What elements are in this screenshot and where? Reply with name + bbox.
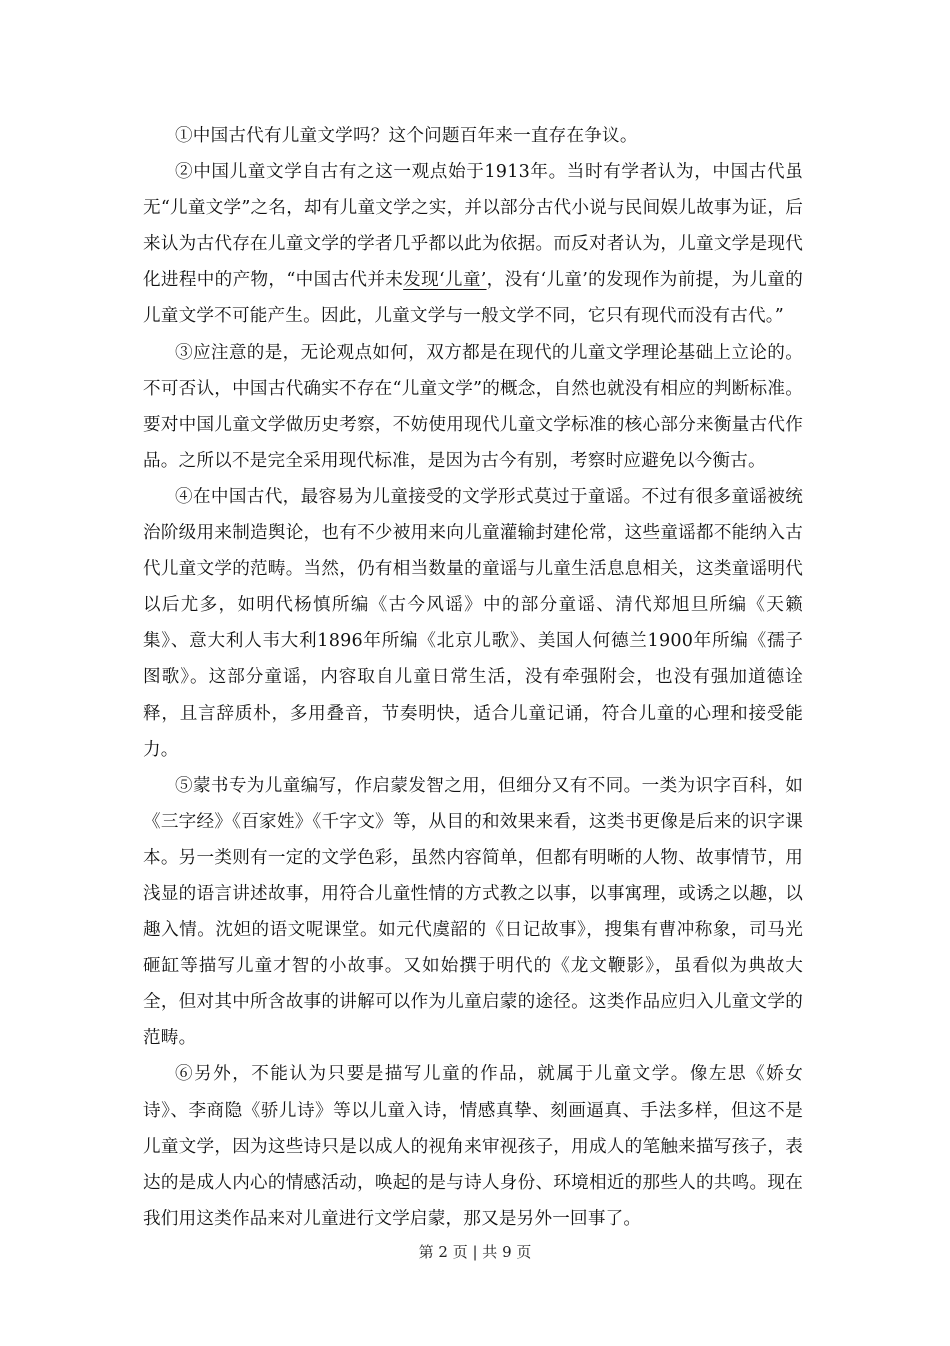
paragraph-2-text-end: ，没有‘儿童’的发现作为前提，为儿童的儿童文学不可能产生。因此，儿童文学与一般文学不同，它只有现代而没有古代。” bbox=[143, 270, 803, 327]
article-body bbox=[143, 118, 803, 1237]
paragraph-3: ③应注意的是，无论观点如何，双方都是在现代的儿童文学理论基础上立论的。不可否认，中国古代确实不存在“儿童文学”的概念，自然也就没有相应的判断标准。要对中国儿童文学做历史考察，不妨使用现代儿童文学标准的核心部分来衡量古代作品。之所以不是完全采用现代标准，是因为古今有别，考察时应避免以今衡古。 bbox=[143, 342, 803, 471]
paragraph-1: ①中国古代有儿童文学吗？这个问题百年来一直存在争议。 bbox=[175, 126, 638, 146]
paragraph-5: ⑤蒙书专为儿童编写，作启蒙发智之用，但细分又有不同。一类为识字百科，如《三字经》《百家姓》《千字文》等，从目的和效果来看，这类书更像是后来的识字课本。另一类则有一定的文学色彩，虽然内容简单，但都有明晰的人物、故事情节，用浅显的语言讲述故事，用符合儿童性情的方式教之以事，以事寓理，或诱之以趣，以趣入情。沈妲的语文呢课堂。如元代虞韶的《日记故事》，搜集有曹冲称象，司马光砸缸等描写儿童才智的小故事。又如始撰于明代的《龙文鞭影》，虽看似为典故大全，但对其中所含故事的讲解可以作为儿童启蒙的途径。这类作品应归入儿童文学的范畴。 bbox=[143, 775, 803, 1049]
paragraph-6: ⑥另外，不能认为只要是描写儿童的作品，就属于儿童文学。像左思《娇女诗》、李商隐《骄儿诗》等以儿童入诗，情感真挚、刻画逼真、手法多样，但这不是儿童文学，因为这些诗只是以成人的视角来审视孩子，用成人的笔触来描写孩子，表达的是成人内心的情感活动，唤起的是与诗人身份、环境相近的那些人的共鸣。现在我们用这类作品来对儿童进行文学启蒙，那又是另外一回事了。 bbox=[143, 1064, 803, 1229]
paragraph-2-text-start: ②中国儿童文学自古有之这一观点始于1913年。当时有学者认为，中国古代虽无“儿童文学”之名，却有儿童文学之实，并以部分古代小说与民间娱儿故事为证，后来认为古代存在儿童文学的学者几乎都以此为依据。而反对者认为，儿童文学是现代化进程中的产物，“中国古代并未 bbox=[143, 162, 803, 291]
paragraph-2 bbox=[143, 154, 803, 334]
paragraph-4: ④在中国古代，最容易为儿童接受的文学形式莫过于童谣。不过有很多童谣被统治阶级用来制造舆论，也有不少被用来向儿童灌输封建伦常，这些童谣都不能纳入古代儿童文学的范畴。当然，仍有相当数量的童谣与儿童生活息息相关，这类童谣明代以后尤多，如明代杨慎所编《古今风谣》中的部分童谣、清代郑旭旦所编《天籁集》、意大利人韦大利1896年所编《北京儿歌》、美国人何德兰1900年所编《孺子图歌》。这部分童谣，内容取自儿童日常生活，没有牵强附会，也没有强加道德诠释，且言辞质朴，多用叠音，节奏明快，适合儿童记诵，符合儿童的心理和接受能力。 bbox=[143, 486, 803, 760]
underlined-phrase: 发现‘儿童’ bbox=[403, 270, 487, 291]
page-footer: 第 2 页 | 共 9 页 bbox=[418, 1243, 532, 1261]
